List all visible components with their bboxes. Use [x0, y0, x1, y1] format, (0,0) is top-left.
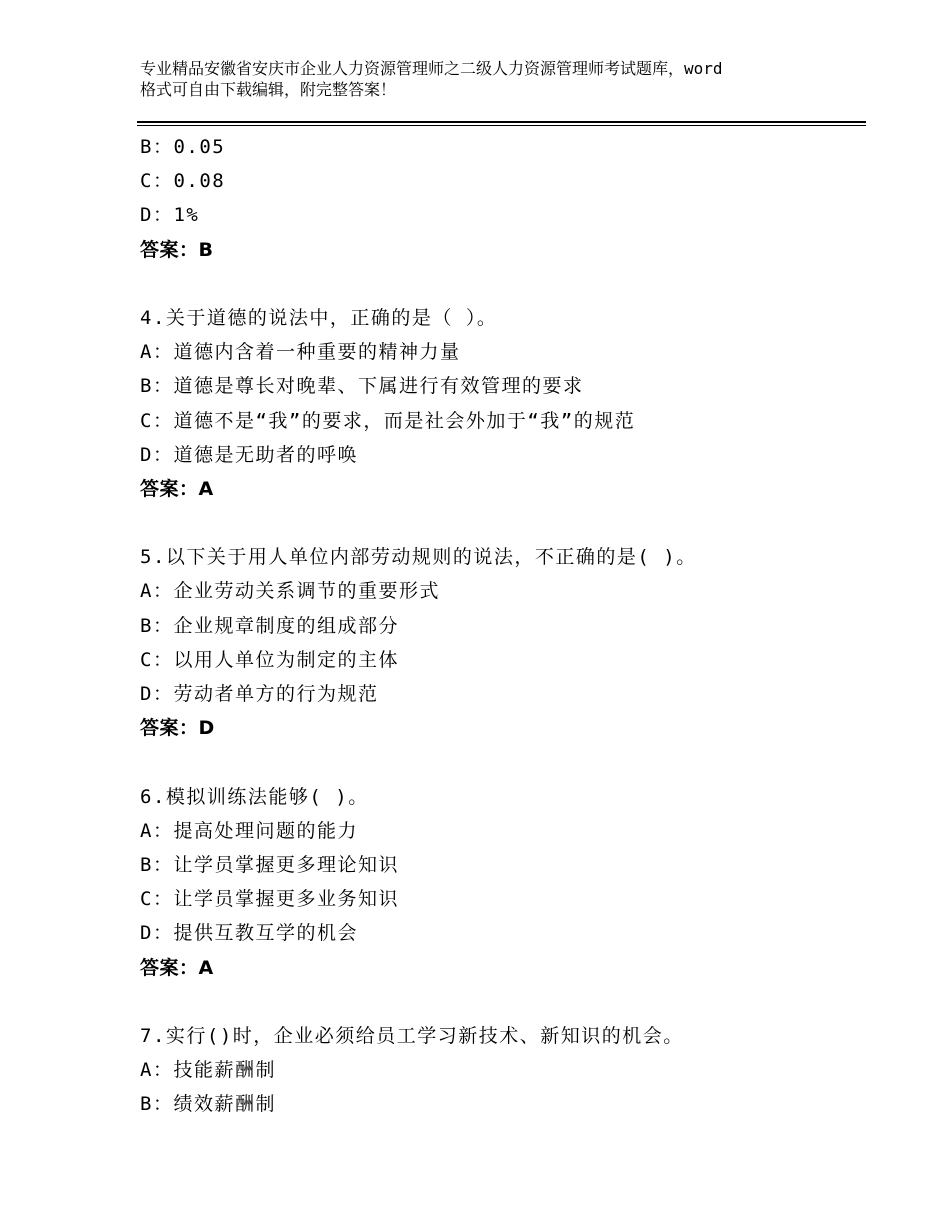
header-rule-thick: [137, 121, 866, 123]
header-line-1: 专业精品安徽省安庆市企业人力资源管理师之二级人力资源管理师考试题库，word: [140, 59, 723, 78]
question-3-tail: [140, 130, 860, 267]
question-6: [140, 780, 860, 985]
question-stem: 6.模拟训练法能够( )。: [140, 785, 369, 808]
option-b: B：让学员掌握更多理论知识: [140, 853, 399, 876]
option-c: C：0.08: [140, 170, 226, 193]
option-c: C：让学员掌握更多业务知识: [140, 888, 399, 911]
option-a: A：企业劳动关系调节的重要形式: [140, 580, 440, 603]
answer-label: 答案：A: [140, 477, 214, 500]
question-spacer: [140, 745, 860, 779]
question-stem: 5.以下关于用人单位内部劳动规则的说法，不正确的是( )。: [140, 546, 697, 569]
question-4: [140, 301, 860, 506]
option-c: C：道德不是“我”的要求，而是社会外加于“我”的规范: [140, 409, 636, 432]
option-b: B：绩效薪酬制: [140, 1093, 276, 1116]
option-b: B：0.05: [140, 136, 226, 158]
answer-label: 答案：B: [140, 238, 214, 261]
question-7: [140, 1019, 860, 1122]
option-d: D：劳动者单方的行为规范: [140, 683, 379, 705]
option-a: A：技能薪酬制: [140, 1059, 276, 1082]
question-stem: 7.实行()时，企业必须给员工学习新技术、新知识的机会。: [140, 1024, 684, 1047]
header-line-2: 格式可自由下载编辑，附完整答案！: [140, 80, 397, 99]
document-header: [140, 58, 840, 100]
option-a: A：提高处理问题的能力: [140, 819, 358, 842]
option-d: D：提供互教互学的机会: [140, 922, 358, 945]
answer-label: 答案：D: [140, 717, 215, 740]
header-rule-thin: [137, 125, 866, 126]
option-b: B：道德是尊长对晚辈、下属进行有效管理的要求: [140, 375, 584, 398]
question-stem: 4.关于道德的说法中，正确的是（ ）。: [140, 306, 498, 329]
question-spacer: [140, 985, 860, 1019]
question-spacer: [140, 267, 860, 301]
option-c: C：以用人单位为制定的主体: [140, 648, 399, 671]
question-spacer: [140, 506, 860, 540]
question-5: [140, 540, 860, 745]
option-d: D：1%: [140, 204, 200, 227]
option-b: B：企业规章制度的组成部分: [140, 614, 399, 637]
question-list: [140, 130, 860, 1121]
answer-label: 答案：A: [140, 956, 214, 979]
option-d: D：道德是无助者的呼唤: [140, 443, 358, 466]
option-a: A：道德内含着一种重要的精神力量: [140, 341, 461, 364]
